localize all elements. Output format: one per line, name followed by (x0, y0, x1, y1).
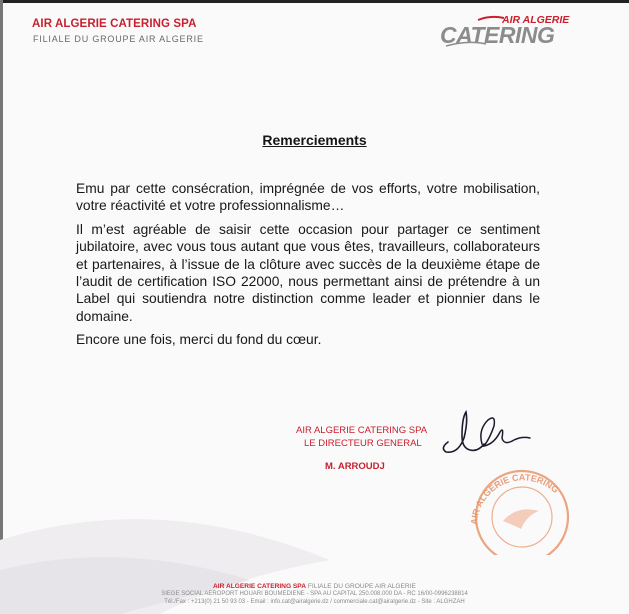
page-border-top (0, 0, 629, 3)
letter-paragraph: Emu par cette consécration, imprégnée de vos efforts, votre mobilisation, votre réactivité et votre professionnalisme… (76, 181, 540, 214)
company-subsidiary: FILIALE DU GROUPE AIR ALGERIE (33, 34, 204, 44)
footer-line-1 (0, 583, 629, 590)
footer-company: AIR ALGERIE CATERING SPA (213, 583, 306, 590)
logo-air-algerie-text: AIR ALGERIE (502, 14, 570, 26)
letter-paragraph: Il m’est agréable de saisir cette occasion pour partager ce sentiment jubilatoire, avec vous tous autant que vous êtes, travailleurs, collaborateurs et partenaires, à l’issue de la clôture avec succès de la deuxième étape de l’audit de certification ISO 22000, nous permettant ainsi de prétendre à un Label qui soutiendra notre distinction comme leader et pionnier dans le domaine. (76, 221, 540, 324)
handwritten-signature (438, 408, 534, 454)
footer-subsidiary: FILIALE DU GROUPE AIR ALGERIE (307, 583, 416, 590)
signatory-name: M. ARROUDJ (325, 461, 385, 472)
stamp-text: AIR ALGERIE CATERING (468, 472, 561, 526)
letter-body (76, 180, 540, 355)
signatory-company: AIR ALGERIE CATERING SPA (296, 425, 428, 436)
letter-paragraph: Encore une fois, merci du fond du cœur. (76, 332, 322, 348)
letter-title: Remerciements (262, 132, 367, 148)
footer-line-3: Tél./Fax : +213(0) 21 50 93 03 - Email : info.cat@airalgerie.dz / commerciale.cat@airalgerie.dz - Site : ALGHZAH (164, 599, 465, 605)
footer-line-2: SIEGE SOCIAL AEROPORT HOUARI BOUMEDIENE - SPA AU CAPITAL 250.008.000 DA - RC 16/00-0996238814 (161, 591, 468, 597)
logo-catering-text: CATERING (440, 22, 555, 48)
company-name: AIR ALGERIE CATERING SPA (32, 18, 197, 30)
signatory-role: LE DIRECTEUR GENERAL (304, 438, 422, 449)
air-algerie-catering-logo (438, 14, 578, 48)
